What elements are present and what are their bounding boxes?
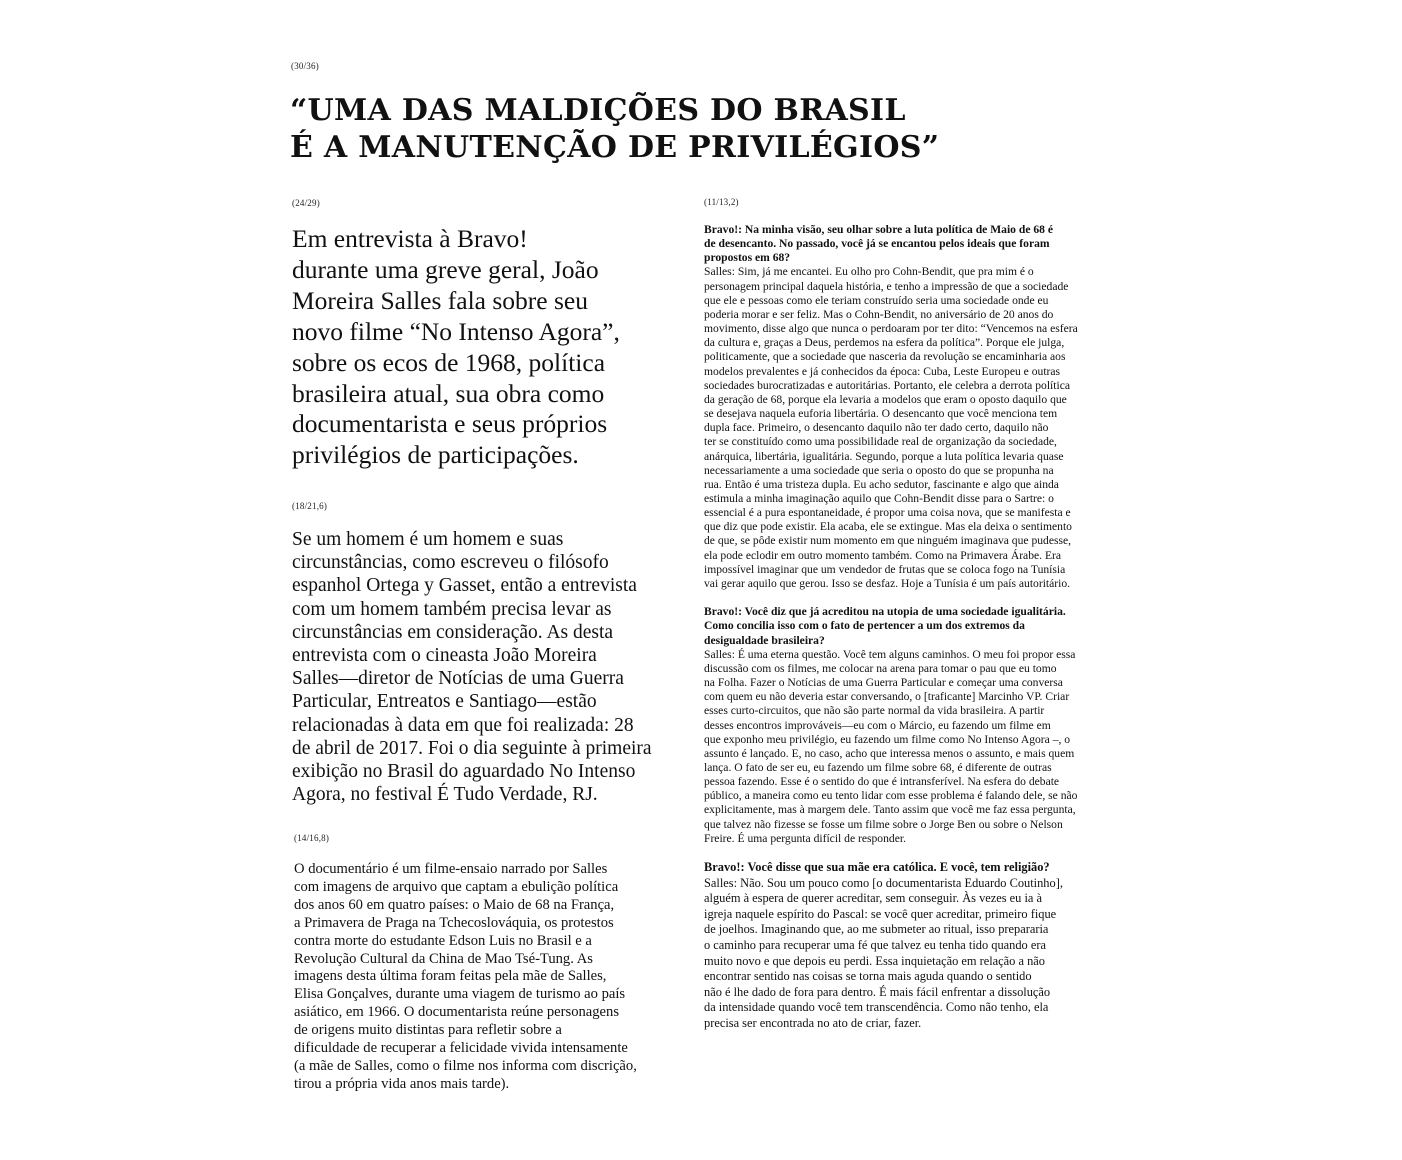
spec-body2: (14/16,8) <box>294 833 330 843</box>
answer-line: desses encontros improváveis—eu com o Márcio, eu fazendo um filme em <box>704 718 1051 732</box>
interview-qa-2 <box>704 605 1124 846</box>
answer-line: público, a maneira como eu tento lidar com esse problema é falando dele, se não <box>704 789 1078 803</box>
intro-line: de abril de 2017. Foi o dia seguinte à primeira <box>292 737 652 759</box>
answer-line: movimento, disse algo que nunca o perdoaram por ter dito: “Vencemos na esfera <box>704 322 1078 336</box>
lede-line: Moreira Salles fala sobre seu <box>292 285 588 315</box>
answer-line: igreja naquele espírito do Pascal: se você quer acreditar, primeiro fique <box>704 906 1057 921</box>
answer-line: necessariamente a uma sociedade que seria o oposto do que se propunha na <box>704 463 1054 477</box>
answer-line: que ele e pessoas como ele teriam construído seria uma sociedade onde eu <box>704 293 1049 307</box>
intro-line: Particular, Entreatos e Santiago—estão <box>292 691 597 713</box>
lede-line: documentarista e seus próprios <box>292 409 608 439</box>
documentary-line: Revolução Cultural da China de Mao Tsé-Tung. As <box>294 950 593 967</box>
headline-line: É A MANUTENÇÃO DE PRIVILÉGIOS” <box>290 130 940 165</box>
answer-line: que diz que pode existir. Ela acaba, ele se extingue. Mas ela deixa o sentimento <box>704 520 1072 534</box>
lede-line: sobre os ecos de 1968, política <box>292 347 606 377</box>
answer-line: Freire. É uma pergunta difícil de responder. <box>704 831 906 845</box>
lede-line: novo filme “No Intenso Agora”, <box>292 316 620 346</box>
answer-line: Salles: Sim, já me encantei. Eu olho pro Cohn-Bendit, que pra mim é o <box>704 265 1034 279</box>
documentary-line: tirou a própria vida anos mais tarde). <box>294 1075 510 1092</box>
lede-line: brasileira atual, sua obra como <box>292 378 605 408</box>
interview-answer <box>704 265 1124 591</box>
answer-line: se desejava naquela euforia libertária. O desencanto que você menciona tem <box>704 407 1058 421</box>
documentary-line: de origens muito distintas para refletir sobre a <box>294 1022 562 1039</box>
lede-line: Em entrevista à Bravo! <box>292 224 528 253</box>
lede-paragraph <box>292 224 682 471</box>
answer-line: alguém à espera de querer acreditar, sem conseguir. Às vezes eu ia à <box>704 891 1043 906</box>
documentary-line: dificuldade de recuperar a felicidade vivida intensamente <box>294 1040 628 1057</box>
answer-line: muito novo e que depois eu perdi. Essa inquietação em relação a não <box>704 953 1045 968</box>
intro-line: circunstâncias em consideração. As desta <box>292 621 614 643</box>
lede-line: durante uma greve geral, João <box>292 254 599 284</box>
documentary-line: a Primavera de Praga na Tchecoslováquia, os protestos <box>294 914 614 931</box>
interview-answer <box>704 876 1124 1032</box>
intro-line: Se um homem é um homem e suas <box>292 529 564 550</box>
intro-line: espanhol Ortega y Gasset, então a entrevista <box>292 575 637 597</box>
intro-line: circunstâncias, como escreveu o filósofo <box>292 552 609 574</box>
spec-headline: (30/36) <box>291 61 319 71</box>
answer-line: explicitamente, mas à margem dele. Tanto assim que você me faz essa pergunta, <box>704 803 1076 817</box>
answer-line: discussão com os filmes, me colocar na arena para tomar o pau que eu tomo <box>704 661 1057 675</box>
answer-line: que talvez não fizesse se fosse um filme sobre o Jorge Ben ou sobre o Nelson <box>704 817 1063 831</box>
answer-line: rua. Então é uma tristeza dupla. Eu acho sedutor, fascinante e algo que ainda <box>704 477 1059 491</box>
answer-line: Salles: É uma eterna questão. Você tem alguns caminhos. O meu foi propor essa <box>704 647 1076 661</box>
interview-column <box>704 223 1124 1046</box>
answer-line: com quem eu não deveria estar conversando, o [traficante] Marcinho VP. Criar <box>704 690 1070 704</box>
question-line: Bravo!: Na minha visão, seu olhar sobre a luta política de Maio de 68 é <box>704 223 1053 236</box>
answer-line: ter se constituído como uma possibilidade real de organização da sociedade, <box>704 435 1057 449</box>
answer-line: na Folha. Fazer o Notícias de uma Guerra Particular e começar uma conversa <box>704 676 1063 690</box>
headline-line: “UMA DAS MALDIÇÕES DO BRASIL <box>290 93 906 128</box>
intro-line: Agora, no festival É Tudo Verdade, RJ. <box>292 784 598 806</box>
answer-line: da geração de 68, porque ela levaria a modelos que eram o oposto daquilo que <box>704 392 1067 406</box>
answer-line: de que, se pôde existir num momento em que ninguém imaginava que pudesse, <box>704 534 1072 548</box>
answer-line: vai gerar aquilo que gerou. Isso se desfaz. Hoje a Tunísia é um país autoritário. <box>704 576 1071 590</box>
answer-line: estimula a minha imaginação aquilo que Cohn-Bendit disse para o Sartre: o <box>704 491 1054 505</box>
intro-line: entrevista com o cineasta João Moreira <box>292 645 597 667</box>
documentary-line: dos anos 60 em quatro países: o Maio de 68 na França, <box>294 896 615 913</box>
answer-line: de joelhos. Imaginando que, ao me submeter ao ritual, isso prepararia <box>704 922 1049 937</box>
answer-line: esses curto-circuitos, que não são parte normal da vida brasileira. A partir <box>704 704 1045 718</box>
answer-line: sociedades burocratizadas e autoritárias. Portanto, ele celebra a derrota política <box>704 378 1070 392</box>
intro-line: com um homem também precisa levar as <box>292 598 612 620</box>
documentary-line: imagens desta última foram feitas pela mãe de Salles, <box>294 968 607 985</box>
interview-qa-1 <box>704 223 1124 591</box>
documentary-line: com imagens de arquivo que captam a ebulição política <box>294 878 619 895</box>
answer-line: o caminho para recuperar uma fé que talvez eu tenha tido quando era <box>704 938 1046 953</box>
question-line: Bravo!: Você diz que já acreditou na utopia de uma sociedade igualitária. <box>704 605 1066 619</box>
interview-question <box>704 605 1124 647</box>
spec-interview: (11/13,2) <box>704 197 739 207</box>
answer-line: ela pode eclodir em outro momento também. Como na Primavera Árabe. Era <box>704 548 1062 562</box>
answer-line: essencial é a pura espontaneidade, é propor uma coisa nova, que se manifesta e <box>704 506 1071 520</box>
answer-line: precisa ser encontrada no ato de criar, fazer. <box>704 1016 922 1031</box>
answer-line: assunto é lançado. E, no caso, acho que interessa menos o assunto, e mais quem <box>704 746 1075 760</box>
headline <box>290 92 990 166</box>
interview-qa-3 <box>704 860 1124 1032</box>
answer-line: anárquica, libertária, igualitária. Segundo, porque a luta política levaria quase <box>704 449 1064 463</box>
answer-line: impossível imaginar que um vendedor de frutas que se coloca fogo na Tunísia <box>704 562 1066 576</box>
answer-line: que exponho meu privilégio, eu fazendo um filme como No Intenso Agora –, o <box>704 732 1071 746</box>
documentary-line: asiático, em 1966. O documentarista reúne personagens <box>294 1004 620 1021</box>
documentary-line: Elisa Gonçalves, durante uma viagem de turismo ao país <box>294 986 626 1003</box>
question-line: Como concilia isso com o fato de pertencer a um dos extremos da <box>704 619 1025 633</box>
question-line: propostos em 68? <box>704 251 791 265</box>
answer-line: personagem principal daquela história, e tenho a impressão de que a sociedade <box>704 279 1069 293</box>
documentary-line: O documentário é um filme-ensaio narrado por Salles <box>294 861 608 877</box>
answer-line: politicamente, que a sociedade que nasceria da revolução se encaminharia aos <box>704 350 1066 364</box>
lede-line: privilégios de participações. <box>292 440 579 470</box>
question-line: Bravo!: Você disse que sua mãe era católica. E você, tem religião? <box>704 860 1050 875</box>
interview-question <box>704 223 1124 265</box>
answer-line: Salles: Não. Sou um pouco como [o documentarista Eduardo Coutinho], <box>704 875 1063 890</box>
answer-line: da intensidade quando você tem transcendência. Como não tenho, ela <box>704 1000 1049 1015</box>
answer-line: poderia morar e ser feliz. Mas o Cohn-Bendit, no aniversário de 20 anos do <box>704 307 1054 321</box>
intro-paragraph <box>292 528 687 806</box>
answer-line: encontrar sentido nas coisas se torna mais aguda quando o sentido <box>704 969 1032 984</box>
documentary-line: contra morte do estudante Edson Luis no Brasil e a <box>294 932 592 949</box>
interview-answer <box>704 648 1124 846</box>
answer-line: pessoa fazendo. Esse é o sentido do que é intransferível. Na esfera do debate <box>704 775 1060 789</box>
question-line: de desencanto. No passado, você já se encantou pelos ideais que foram <box>704 237 1050 251</box>
spec-lede: (24/29) <box>292 198 320 208</box>
documentary-line: (a mãe de Salles, como o filme nos informa com discrição, <box>294 1057 637 1074</box>
answer-line: modelos prevalentes e já conhecidos da época: Cuba, Leste Europeu e outras <box>704 364 1061 378</box>
spec-body1: (18/21,6) <box>292 501 328 511</box>
intro-line: exibição no Brasil do aguardado No Intenso <box>292 761 636 783</box>
answer-line: dupla face. Primeiro, o desencanto daquilo não ter dado certo, daquilo não <box>704 421 1049 435</box>
answer-line: não é lhe dado de fora para dentro. É mais fácil enfrentar a dissolução <box>704 984 1051 999</box>
intro-line: Salles—diretor de Notícias de uma Guerra <box>292 668 624 690</box>
interview-question <box>704 860 1124 876</box>
answer-line: da cultura e, graças a Deus, perdemos na esfera da política”. Porque ele julga, <box>704 336 1065 350</box>
intro-line: relacionadas à data em que foi realizada: 28 <box>292 714 634 736</box>
answer-line: lança. O fato de ser eu, eu fazendo um filme sobre 68, é diferente de outras <box>704 760 1052 774</box>
question-line: desigualdade brasileira? <box>704 633 825 647</box>
documentary-paragraph <box>294 861 684 1094</box>
